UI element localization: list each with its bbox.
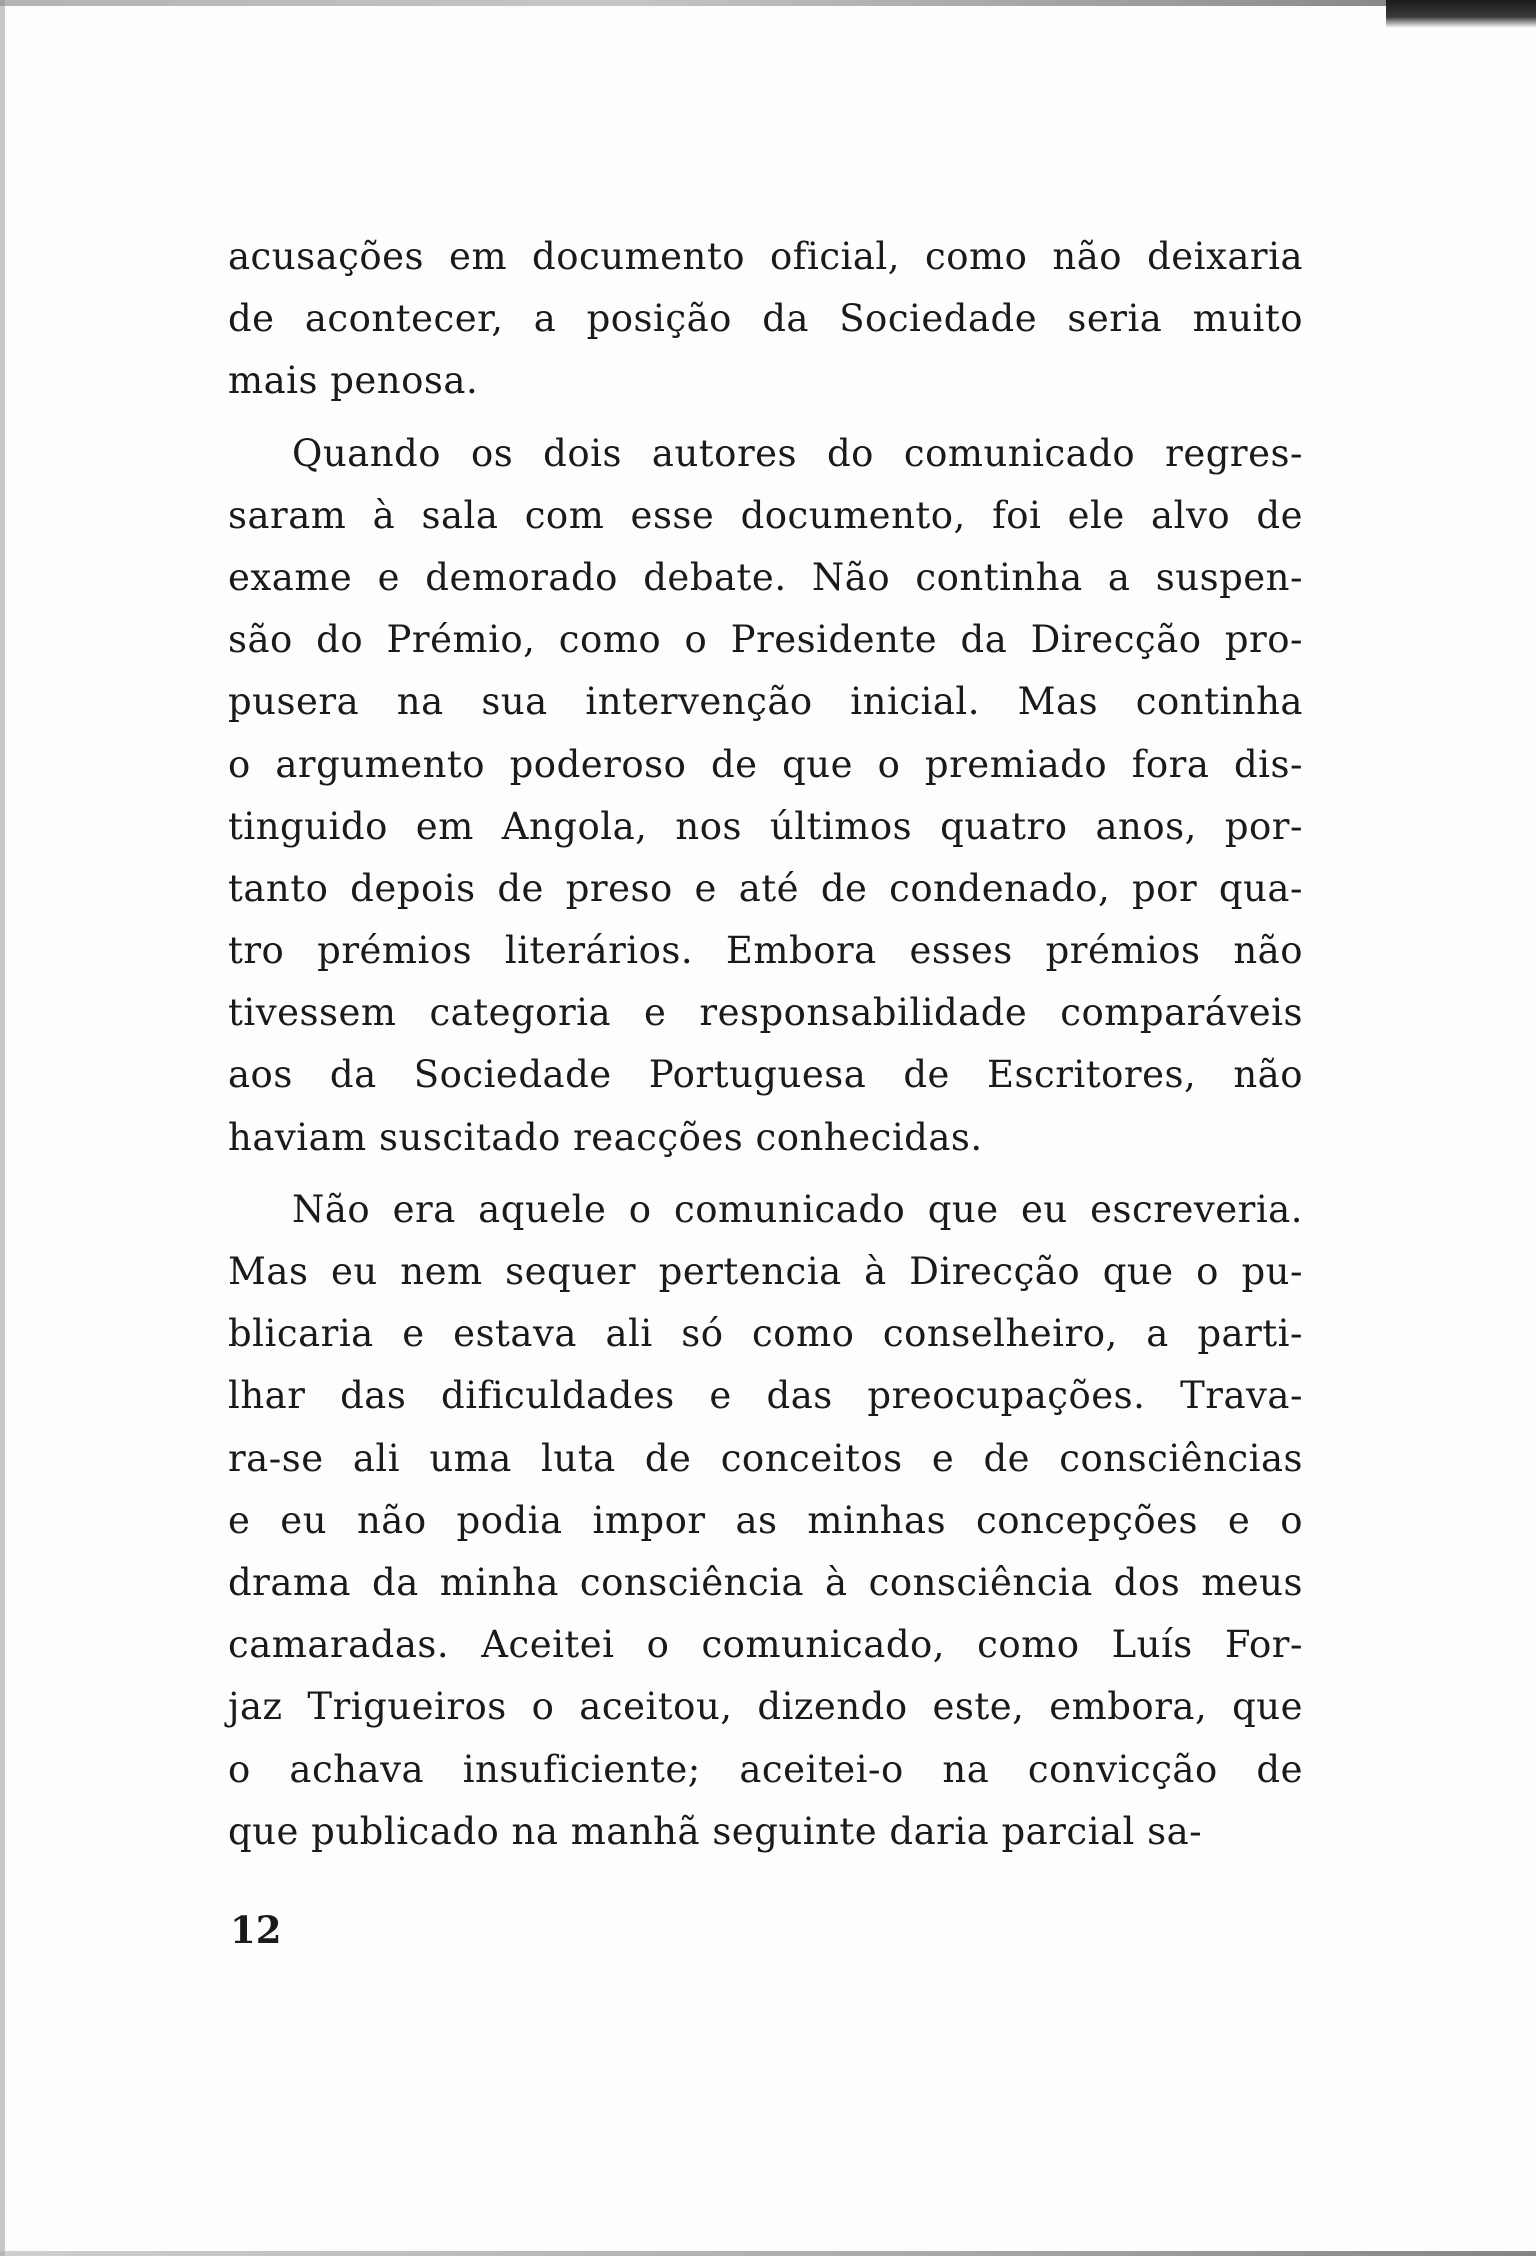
text-line: haviam suscitado reacções conhecidas. — [228, 1115, 983, 1159]
text-line: exame e demorado debate. Não continha a suspen- — [228, 555, 1303, 599]
paragraph — [228, 1179, 1303, 1863]
text-line: são do Prémio, como o Presidente da Direcção pro- — [228, 618, 1303, 662]
text-line: pusera na sua intervenção inicial. Mas continha — [228, 680, 1303, 724]
text-line: o achava insuficiente; aceitei-o na convicção de — [228, 1747, 1303, 1791]
scan-edge-top — [0, 0, 1536, 6]
text-line: Não era aquele o comunicado que eu escreveria. — [292, 1187, 1303, 1231]
text-line: jaz Trigueiros o aceitou, dizendo este, embora, que — [228, 1685, 1303, 1729]
text-line: Mas eu nem sequer pertencia à Direcção que o pu- — [228, 1250, 1303, 1293]
text-line: tro prémios literários. Embora esses prémios não — [228, 929, 1303, 973]
paragraph-gap — [228, 413, 1303, 423]
text-line: mais penosa. — [228, 359, 479, 403]
text-line: Quando os dois autores do comunicado regres- — [292, 431, 1303, 475]
text-line: drama da minha consciência à consciência dos meus — [228, 1560, 1303, 1604]
text-line: o argumento poderoso de que o premiado fora dis- — [228, 742, 1303, 786]
paragraph — [228, 423, 1303, 1169]
text-line: acusações em documento oficial, como não deixaria — [228, 235, 1303, 278]
text-line: que publicado na manhã seguinte daria parcial sa- — [228, 1809, 1203, 1853]
text-line: tivessem categoria e responsabilidade comparáveis — [228, 991, 1303, 1035]
scan-edge-left — [0, 0, 5, 2256]
text-line: tinguido em Angola, nos últimos quatro anos, por- — [228, 804, 1303, 848]
text-line: de acontecer, a posição da Sociedade seria muito — [228, 297, 1303, 341]
page-number: 12 — [230, 1908, 282, 1952]
text-line: ra-se ali uma luta de conceitos e de consciências — [228, 1436, 1303, 1480]
paragraph-gap — [228, 1169, 1303, 1179]
body-text — [228, 226, 1303, 1863]
text-line: camaradas. Aceitei o comunicado, como Luís For- — [228, 1623, 1303, 1667]
paragraph — [228, 226, 1303, 413]
text-line: blicaria e estava ali só como conselheiro, a parti- — [228, 1312, 1303, 1356]
scan-edge-bottom — [0, 2251, 1536, 2256]
text-line: lhar das dificuldades e das preocupações. Trava- — [228, 1374, 1303, 1418]
text-line: e eu não podia impor as minhas concepções e o — [228, 1498, 1303, 1542]
scan-edge-shadow — [1386, 0, 1536, 28]
text-line: aos da Sociedade Portuguesa de Escritores, não — [228, 1053, 1303, 1097]
text-line: tanto depois de preso e até de condenado, por qua- — [228, 866, 1303, 910]
text-line: saram à sala com esse documento, foi ele alvo de — [228, 493, 1303, 537]
